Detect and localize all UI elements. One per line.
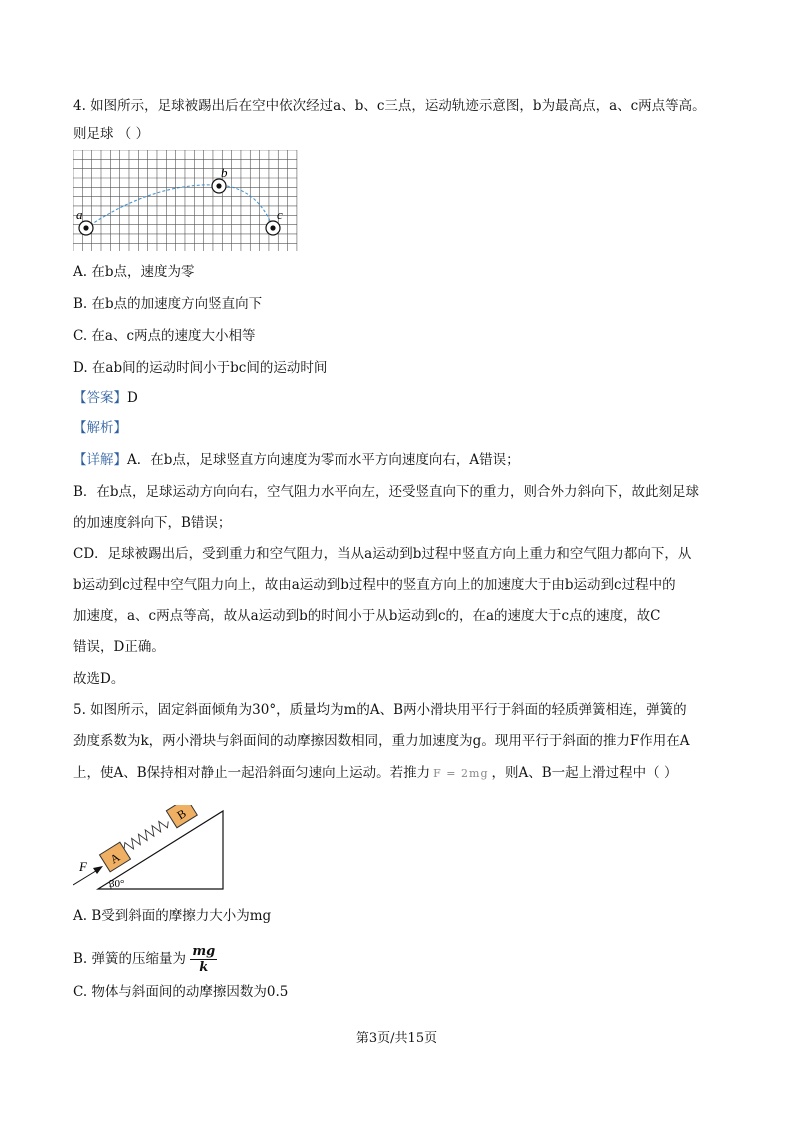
q5-stem-line2: 劲度系数为k，两小滑块与斜面间的动摩擦因数相同，重力加速度为g。现用平行于斜面的推力F作用在A bbox=[73, 733, 690, 749]
answer-line bbox=[73, 388, 138, 408]
label-c: c bbox=[277, 207, 283, 222]
force-arrowhead bbox=[93, 866, 103, 874]
fraction-mg-over-k: $\frac{mg}{k}$ bbox=[192, 944, 216, 975]
detail-line-8: 故选D。 bbox=[73, 671, 125, 687]
page-footer: 第3页/共15页 bbox=[355, 1031, 438, 1046]
ball-c-icon bbox=[266, 221, 280, 235]
angle-label: 30° bbox=[109, 878, 125, 890]
label-b: b bbox=[221, 165, 228, 180]
trajectory-path bbox=[86, 185, 273, 228]
block-a-label: A bbox=[107, 849, 123, 867]
formula-image: F = 2mg bbox=[433, 767, 489, 780]
q5-stem-line3: 上，使A、B保持相对静止一起沿斜面匀速向上运动。若推力 F = 2mg ，则A、B一起上滑过程中（ ） bbox=[73, 765, 678, 781]
detail-line-2: B．在b点，足球运动方向向右，空气阻力水平向左，还受竖直向下的重力，则合外力斜向下，故此刻足球 bbox=[73, 484, 700, 500]
q4-stem-line1: 4. 如图所示，足球被踢出后在空中依次经过a、b、c三点，运动轨迹示意图，b为最高点，a、c两点等高。 bbox=[73, 98, 706, 114]
q4-option-c: C. 在a、c两点的速度大小相等 bbox=[73, 328, 256, 344]
q5-option-a: A. B受到斜面的摩擦力大小为mg bbox=[73, 908, 272, 924]
q4-option-b: B. 在b点的加速度方向竖直向下 bbox=[73, 296, 263, 312]
ball-a-icon bbox=[79, 221, 93, 235]
force-label: F bbox=[79, 859, 87, 874]
block-b-label: B bbox=[174, 806, 189, 823]
answer-tag: 【答案】 bbox=[73, 390, 127, 406]
q4-option-a: A. 在b点，速度为零 bbox=[73, 264, 195, 280]
detail-line-3: 的加速度斜向下，B错误； bbox=[73, 515, 232, 531]
analysis-tag: 【解析】 bbox=[73, 420, 127, 436]
detail-line-6: 加速度，a、c两点等高，故从a运动到b的时间小于从b运动到c的，在a的速度大于c点的速度，故C bbox=[73, 608, 661, 624]
detail-line-1: 【详解】A．在b点，足球竖直方向速度为零而水平方向速度向右，A错误； bbox=[73, 452, 520, 468]
detail-tag: 【详解】 bbox=[73, 452, 127, 468]
q5-option-c: C. 物体与斜面间的动摩擦因数为0.5 bbox=[73, 984, 289, 1000]
detail-line-7: 错误，D正确。 bbox=[73, 639, 165, 655]
detail-line-4: CD．足球被踢出后，受到重力和空气阻力，当从a运动到b过程中竖直方向上重力和空气阻力都向下，从 bbox=[73, 546, 692, 562]
q4-option-d: D. 在ab间的运动时间小于bc间的运动时间 bbox=[73, 360, 328, 376]
q4-figure bbox=[73, 150, 299, 255]
detail-line-5: b运动到c过程中空气阻力向上，故由a运动到b过程中的竖直方向上的加速度大于由b运动到c过程中的 bbox=[73, 577, 676, 593]
label-a: a bbox=[76, 207, 83, 222]
q4-stem-line2: 则足球 （ ） bbox=[73, 126, 150, 142]
answer-value: D bbox=[127, 390, 138, 406]
q5-option-b: B. 弹簧的压缩量为 $\frac{mg}{k}$ bbox=[73, 944, 216, 975]
ball-b-icon bbox=[212, 179, 226, 193]
q5-stem-line1: 5. 如图所示，固定斜面倾角为30°，质量均为m的A、B两小滑块用平行于斜面的轻质弹簧相连，弹簧的 bbox=[73, 702, 687, 718]
q5-figure bbox=[73, 805, 233, 897]
